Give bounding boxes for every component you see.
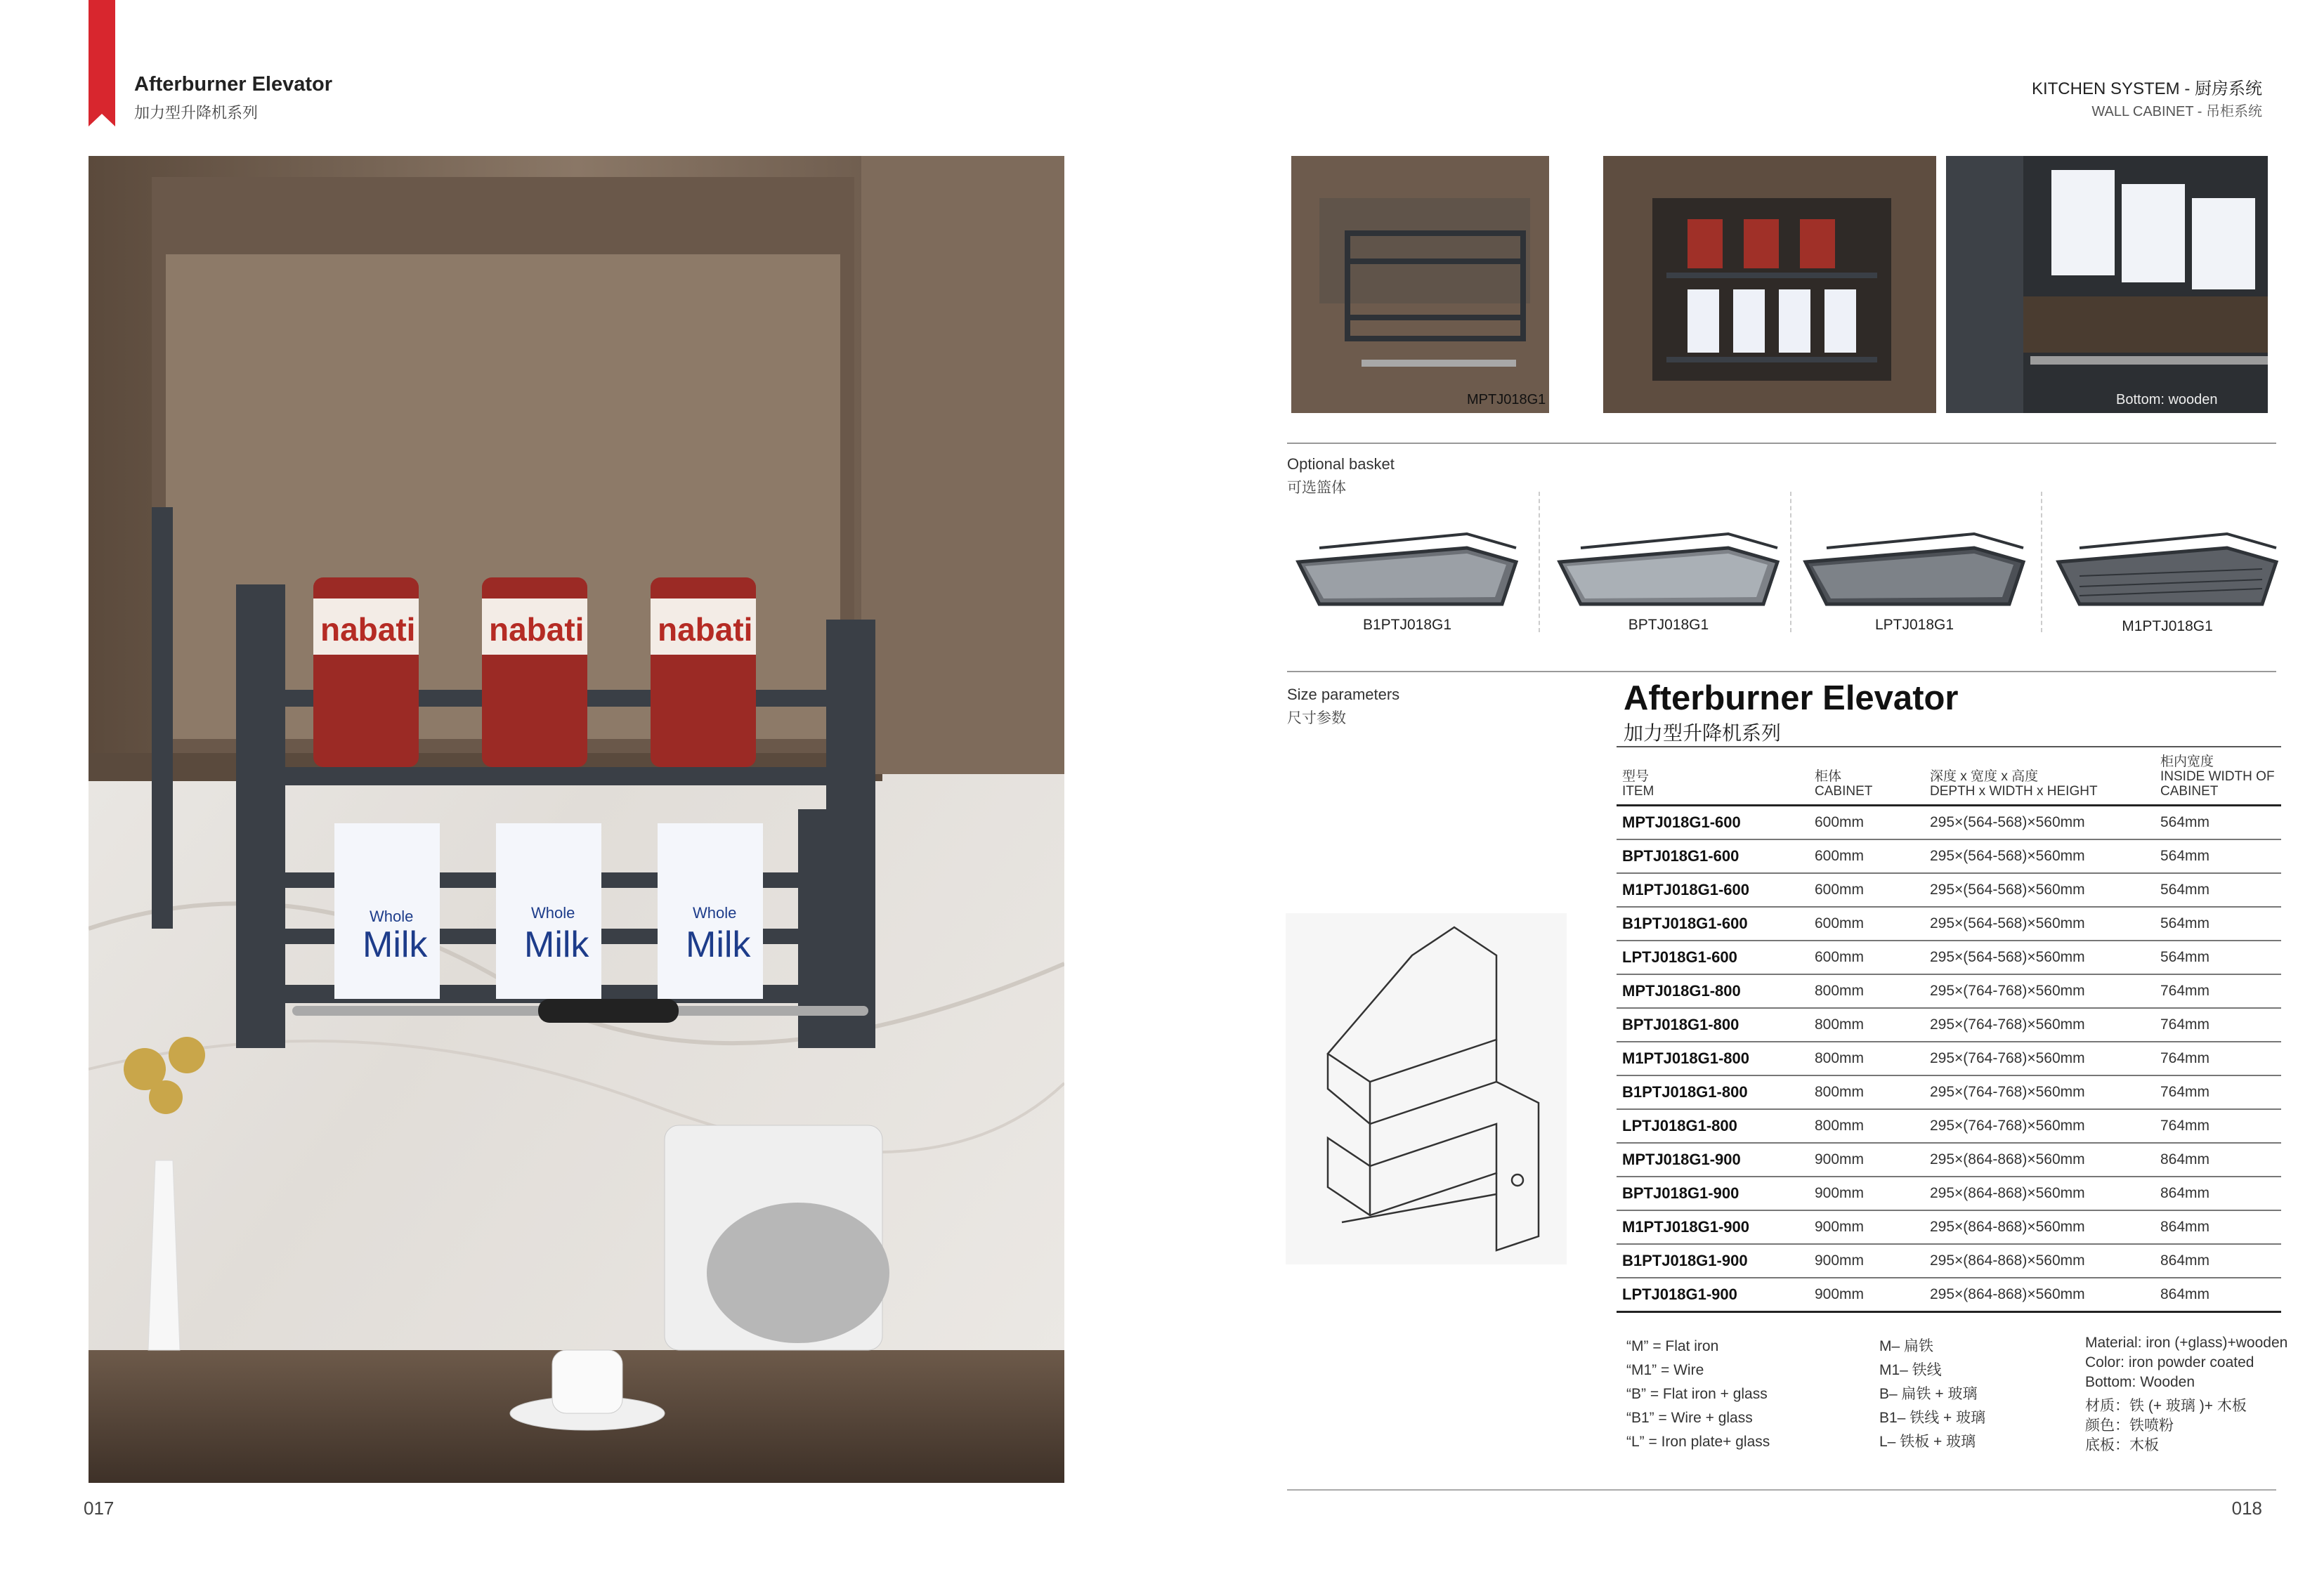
- basket-divider-1: [1539, 492, 1540, 632]
- cell-item: MPTJ018G1-600: [1617, 806, 1809, 840]
- spec-row: [1617, 839, 2281, 873]
- spec-row: [1617, 1075, 2281, 1109]
- milk-brand-3: Milk: [686, 924, 751, 965]
- cell-cabinet: 900mm: [1809, 1210, 1924, 1244]
- spec-row: [1617, 974, 2281, 1008]
- header-dimensions-cn: 深度 x 宽度 x 高度: [1930, 769, 2039, 784]
- cell-item: BPTJ018G1-800: [1617, 1008, 1809, 1042]
- size-params-label: Size parameters: [1287, 686, 1400, 703]
- spec-row: [1617, 1177, 2281, 1210]
- header-inside-width-cn: 柜内宽度: [2160, 754, 2214, 769]
- legend-en-item: “M” = Flat iron: [1626, 1338, 1719, 1354]
- basket-b1ptj: [1291, 520, 1523, 618]
- cell-inside-width: 764mm: [2155, 1042, 2281, 1075]
- milk-brand-1: Milk: [363, 924, 428, 965]
- cell-dimensions: 295×(864-868)×560mm: [1924, 1177, 2155, 1210]
- spec-row: [1617, 907, 2281, 941]
- cell-item: LPTJ018G1-900: [1617, 1278, 1809, 1312]
- material-line: Material: iron (+glass)+wooden: [2085, 1335, 2288, 1351]
- cell-inside-width: 764mm: [2155, 1075, 2281, 1109]
- header-inside-width-en: INSIDE WIDTH OF CABINET: [2160, 769, 2275, 799]
- cell-dimensions: 295×(764-768)×560mm: [1924, 974, 2155, 1008]
- series-title: Afterburner Elevator: [134, 73, 333, 96]
- cell-inside-width: 864mm: [2155, 1177, 2281, 1210]
- cell-dimensions: 295×(764-768)×560mm: [1924, 1109, 2155, 1143]
- header-item-cn: 型号: [1622, 769, 1650, 784]
- legend-cn-item: B1– 铁线 + 玻璃: [1879, 1410, 1986, 1426]
- cell-cabinet: 800mm: [1809, 1075, 1924, 1109]
- cell-item: B1PTJ018G1-600: [1617, 907, 1809, 941]
- spec-table-header: [1617, 747, 2281, 806]
- cell-item: MPTJ018G1-800: [1617, 974, 1809, 1008]
- cell-item: M1PTJ018G1-900: [1617, 1210, 1809, 1244]
- header-dimensions: [1924, 747, 2155, 806]
- cell-inside-width: 564mm: [2155, 941, 2281, 974]
- cell-dimensions: 295×(564-568)×560mm: [1924, 806, 2155, 840]
- header-cabinet-en: CABINET: [1815, 784, 1873, 799]
- can-label-2: nabati: [489, 611, 585, 648]
- milk-word-1: Whole: [370, 908, 414, 925]
- cell-inside-width: 764mm: [2155, 1109, 2281, 1143]
- cell-item: LPTJ018G1-600: [1617, 941, 1809, 974]
- cell-cabinet: 600mm: [1809, 907, 1924, 941]
- cell-inside-width: 564mm: [2155, 806, 2281, 840]
- divider-1: [1287, 443, 2276, 444]
- cell-dimensions: 295×(864-868)×560mm: [1924, 1143, 2155, 1177]
- cell-dimensions: 295×(864-868)×560mm: [1924, 1278, 2155, 1312]
- basket-label-4: M1PTJ018G1: [2122, 618, 2213, 634]
- cell-cabinet: 600mm: [1809, 806, 1924, 840]
- cell-inside-width: 564mm: [2155, 839, 2281, 873]
- spec-row: [1617, 1109, 2281, 1143]
- legend-en-item: “L” = Iron plate+ glass: [1626, 1434, 1770, 1450]
- cell-dimensions: 295×(764-768)×560mm: [1924, 1042, 2155, 1075]
- cell-item: M1PTJ018G1-800: [1617, 1042, 1809, 1075]
- milk-word-3: Whole: [693, 904, 737, 922]
- cell-item: B1PTJ018G1-800: [1617, 1075, 1809, 1109]
- header-cabinet: [1809, 747, 1924, 806]
- material-line: Color: iron powder coated: [2085, 1354, 2254, 1370]
- cell-cabinet: 600mm: [1809, 941, 1924, 974]
- cell-cabinet: 600mm: [1809, 839, 1924, 873]
- cell-item: BPTJ018G1-900: [1617, 1177, 1809, 1210]
- material-notes: [2085, 1333, 2287, 1455]
- optional-basket-label-cn: 可选篮体: [1287, 480, 1346, 496]
- cell-dimensions: 295×(564-568)×560mm: [1924, 941, 2155, 974]
- elevator-line-drawing: [1286, 913, 1567, 1264]
- spec-row: [1617, 1278, 2281, 1312]
- thumbnail-mptj: [1291, 156, 1549, 413]
- thumbnail-bottom-wooden: [1946, 156, 2268, 413]
- spec-subtitle: 加力型升降机系列: [1624, 722, 1782, 744]
- legend-cn-item: M1– 铁线: [1879, 1362, 1942, 1378]
- spec-row: [1617, 1244, 2281, 1278]
- header-item-en: ITEM: [1622, 784, 1654, 799]
- legend-cn-item: L– 铁板 + 玻璃: [1879, 1434, 1976, 1450]
- cell-cabinet: 900mm: [1809, 1143, 1924, 1177]
- spec-table: [1617, 746, 2281, 1313]
- thumbnail-installed: [1603, 156, 1936, 413]
- spec-row: [1617, 1143, 2281, 1177]
- basket-bptj: [1553, 520, 1784, 618]
- header-cabinet-cn: 柜体: [1815, 769, 1842, 784]
- legend-en-item: “M1” = Wire: [1626, 1362, 1704, 1378]
- basket-m1ptj: [2051, 520, 2283, 618]
- cell-cabinet: 600mm: [1809, 873, 1924, 907]
- system-title: KITCHEN SYSTEM - 厨房系统: [2031, 79, 2262, 98]
- basket-lptj: [1799, 520, 2030, 618]
- cell-dimensions: 295×(764-768)×560mm: [1924, 1075, 2155, 1109]
- spec-row: [1617, 1042, 2281, 1075]
- cell-item: BPTJ018G1-600: [1617, 839, 1809, 873]
- series-title-cn: 加力型升降机系列: [134, 104, 259, 122]
- cell-cabinet: 900mm: [1809, 1244, 1924, 1278]
- material-line: 颜色：铁喷粉: [2085, 1418, 2174, 1434]
- cell-dimensions: 295×(564-568)×560mm: [1924, 873, 2155, 907]
- header-inside-width: [2155, 747, 2281, 806]
- milk-word-2: Whole: [531, 904, 575, 922]
- red-page-tab: [89, 0, 115, 126]
- cell-inside-width: 864mm: [2155, 1278, 2281, 1312]
- legend-cn: [1879, 1335, 1985, 1454]
- cell-item: M1PTJ018G1-600: [1617, 873, 1809, 907]
- cell-dimensions: 295×(864-868)×560mm: [1924, 1210, 2155, 1244]
- material-line: 底板：木板: [2085, 1437, 2159, 1453]
- cell-dimensions: 295×(564-568)×560mm: [1924, 839, 2155, 873]
- divider-3: [1287, 1489, 2276, 1491]
- page-number-left: 017: [84, 1498, 115, 1519]
- cell-inside-width: 564mm: [2155, 873, 2281, 907]
- cell-inside-width: 864mm: [2155, 1244, 2281, 1278]
- cell-cabinet: 900mm: [1809, 1278, 1924, 1312]
- cell-cabinet: 800mm: [1809, 1042, 1924, 1075]
- size-params-label-cn: 尺寸参数: [1287, 710, 1346, 726]
- cell-item: LPTJ018G1-800: [1617, 1109, 1809, 1143]
- basket-divider-2: [1790, 492, 1791, 632]
- basket-label-2: BPTJ018G1: [1628, 617, 1709, 633]
- cell-item: B1PTJ018G1-900: [1617, 1244, 1809, 1278]
- legend-en-item: “B” = Flat iron + glass: [1626, 1386, 1768, 1402]
- cell-cabinet: 800mm: [1809, 974, 1924, 1008]
- milk-brand-2: Milk: [524, 924, 589, 965]
- cell-inside-width: 864mm: [2155, 1143, 2281, 1177]
- system-subtitle: WALL CABINET - 吊柜系统: [2091, 104, 2262, 119]
- cell-inside-width: 764mm: [2155, 1008, 2281, 1042]
- legend-cn-item: B– 扁铁 + 玻璃: [1879, 1386, 1978, 1402]
- cell-dimensions: 295×(764-768)×560mm: [1924, 1008, 2155, 1042]
- spec-title: Afterburner Elevator: [1624, 679, 1959, 717]
- basket-divider-3: [2041, 492, 2042, 632]
- basket-label-3: LPTJ018G1: [1874, 617, 1954, 633]
- cell-item: MPTJ018G1-900: [1617, 1143, 1809, 1177]
- cell-cabinet: 800mm: [1809, 1109, 1924, 1143]
- hero-product-photo: [89, 156, 1064, 1483]
- thumbnail-label-3: Bottom: wooden: [2116, 392, 2218, 407]
- spec-row: [1617, 873, 2281, 907]
- material-line: 材质：铁 (+ 玻璃 )+ 木板: [2085, 1398, 2247, 1414]
- header-dimensions-en: DEPTH x WIDTH x HEIGHT: [1930, 784, 2098, 799]
- page-number-right: 018: [2231, 1498, 2262, 1519]
- spec-row: [1617, 1210, 2281, 1244]
- legend-en: [1626, 1335, 1770, 1454]
- cell-cabinet: 800mm: [1809, 1008, 1924, 1042]
- thumbnail-label-1: MPTJ018G1: [1467, 392, 1546, 407]
- header-item: [1617, 747, 1809, 806]
- can-label-1: nabati: [320, 611, 416, 648]
- material-line: Bottom: Wooden: [2085, 1374, 2195, 1390]
- legend-en-item: “B1” = Wire + glass: [1626, 1410, 1753, 1426]
- divider-2: [1287, 671, 2276, 672]
- cell-dimensions: 295×(864-868)×560mm: [1924, 1244, 2155, 1278]
- can-label-3: nabati: [658, 611, 753, 648]
- cell-cabinet: 900mm: [1809, 1177, 1924, 1210]
- basket-label-1: B1PTJ018G1: [1362, 617, 1452, 633]
- cell-inside-width: 564mm: [2155, 907, 2281, 941]
- optional-basket-label: Optional basket: [1287, 455, 1395, 473]
- spec-row: [1617, 1008, 2281, 1042]
- legend-cn-item: M– 扁铁: [1879, 1338, 1934, 1354]
- spec-row: [1617, 806, 2281, 840]
- cell-inside-width: 764mm: [2155, 974, 2281, 1008]
- cell-dimensions: 295×(564-568)×560mm: [1924, 907, 2155, 941]
- cell-inside-width: 864mm: [2155, 1210, 2281, 1244]
- spec-row: [1617, 941, 2281, 974]
